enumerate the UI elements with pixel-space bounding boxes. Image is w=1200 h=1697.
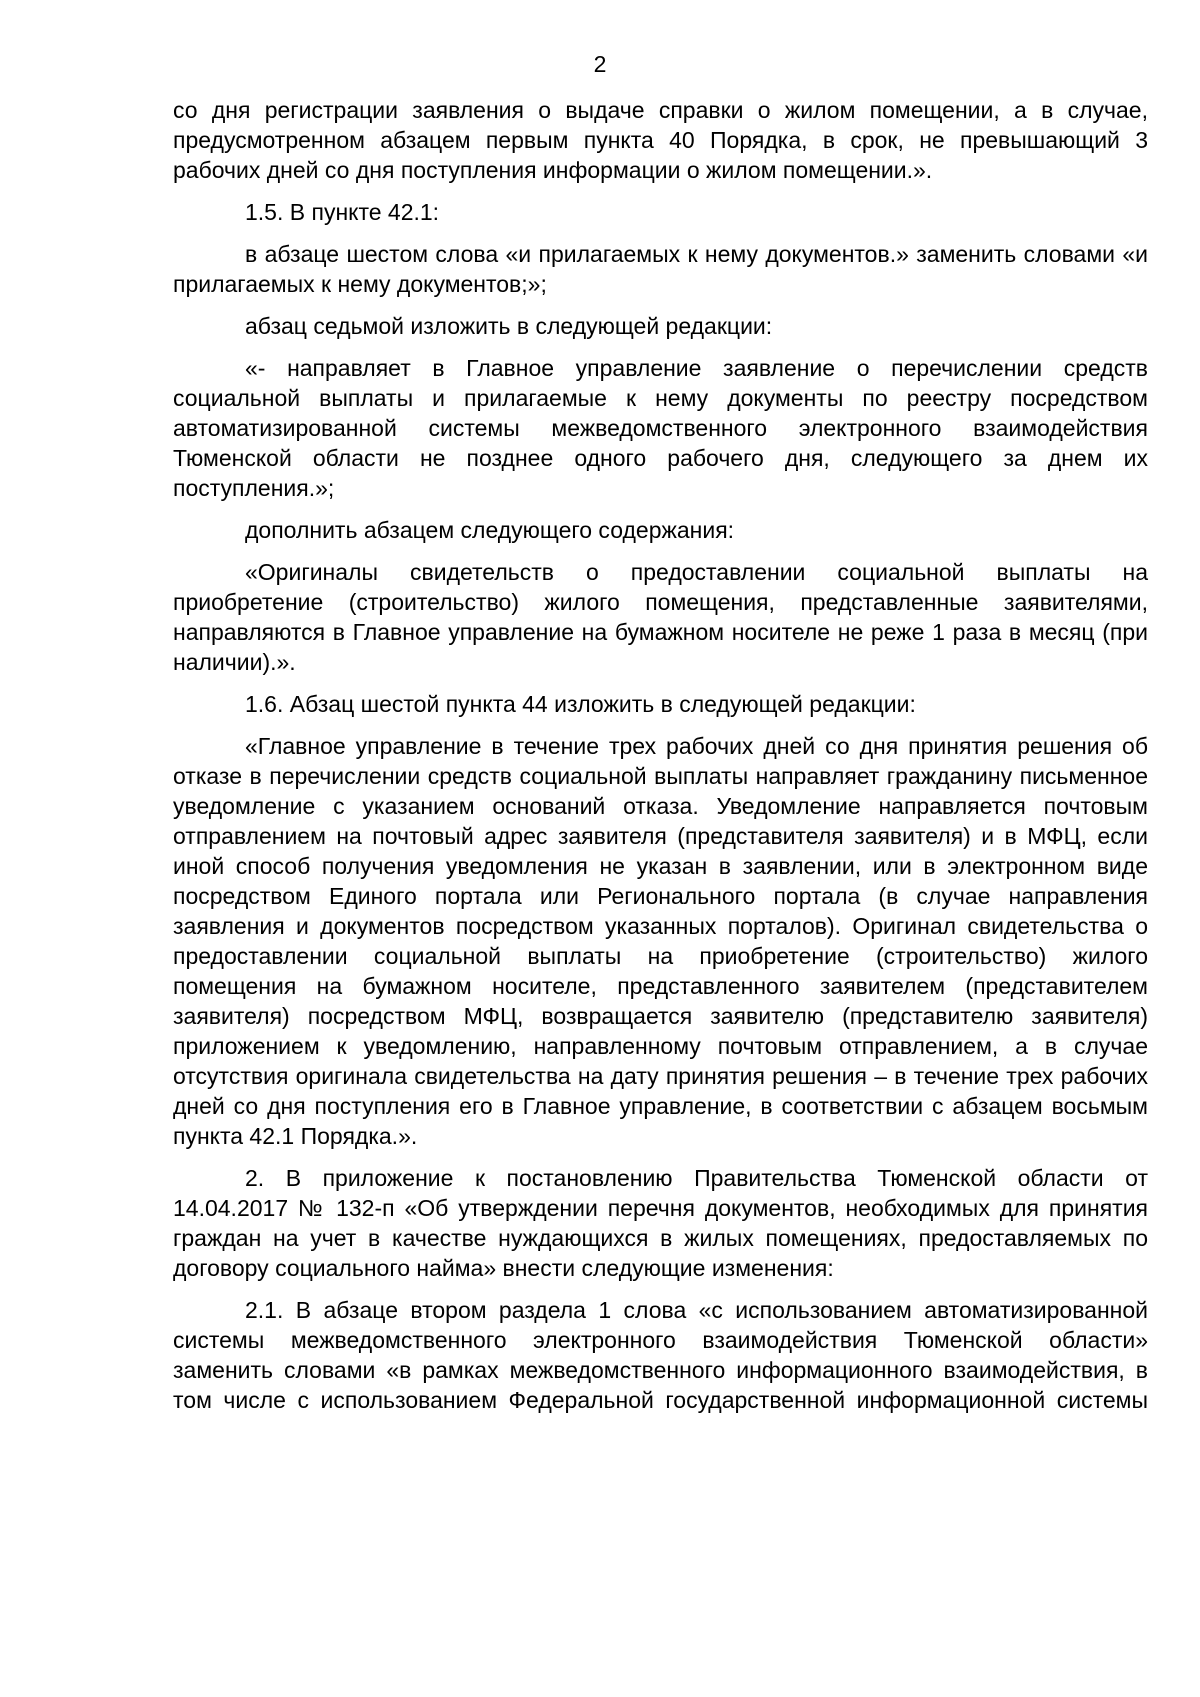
paragraph: 1.5. В пункте 42.1:: [245, 199, 440, 225]
paragraph: дополнить абзацем следующего содержания:: [245, 517, 735, 543]
paragraph: 2.1. В абзаце втором раздела 1 слова «с использованием автоматизированной системы межведомственного электронного взаимодействия Тюменской области» заменить словами «в рамках межведомственного информационного взаимодействия, в том числе с использованием Федеральной государственной информационной системы: [173, 1297, 1148, 1413]
paragraph: со дня регистрации заявления о выдаче справки о жилом помещении, а в случае, предусмотренном абзацем первым пункта 40 Порядка, в срок, не превышающий 3 рабочих дней со дня поступления информации о жилом помещении.».: [173, 97, 1148, 183]
paragraph: «- направляет в Главное управление заявление о перечислении средств социальной выплаты и прилагаемые к нему документы по реестру посредством автоматизированной системы межведомственного электронного взаимодействия Тюменской области не позднее одного рабочего дня, следующего за днем их поступления.»;: [173, 355, 1148, 501]
paragraph: «Главное управление в течение трех рабочих дней со дня принятия решения об отказе в перечислении средств социальной выплаты направляет гражданину письменное уведомление с указанием оснований отказа. Уведомление направляется почтовым отправлением на почтовый адрес заявителя (представителя заявителя) и в МФЦ, если иной способ получения уведомления не указан в заявлении, или в электронном виде посредством Единого портала или Регионального портала (в случае направления заявления и документов посредством указанных порталов). Оригинал свидетельства о предоставлении социальной выплаты на приобретение (строительство) жилого помещения на бумажном носителе, представленного заявителем (представителем заявителя) посредством МФЦ, возвращается заявителю (представителю заявителя) приложением к уведомлению, направленному почтовым отправлением, а в случае отсутствия оригинала свидетельства на дату принятия решения – в течение трех рабочих дней со дня поступления его в Главное управление, в соответствии с абзацем восьмым пункта 42.1 Порядка.».: [173, 733, 1148, 1149]
paragraph: «Оригиналы свидетельств о предоставлении социальной выплаты на приобретение (строительство) жилого помещения, представленные заявителями, направляются в Главное управление на бумажном носителе не реже 1 раза в месяц (при наличии).».: [173, 559, 1148, 675]
paragraph: в абзаце шестом слова «и прилагаемых к нему документов.» заменить словами «и прилагаемых к нему документов;»;: [173, 241, 1148, 297]
paragraph: 2. В приложение к постановлению Правительства Тюменской области от 14.04.2017 № 132-п «Об утверждении перечня документов, необходимых для принятия граждан на учет в качестве нуждающихся в жилых помещениях, предоставляемых по договору социального найма» внести следующие изменения:: [173, 1165, 1148, 1281]
document-body: [173, 95, 1148, 1415]
paragraph: 1.6. Абзац шестой пункта 44 изложить в следующей редакции:: [245, 691, 916, 717]
paragraph: абзац седьмой изложить в следующей редакции:: [245, 313, 773, 339]
page-number: 2: [593, 51, 607, 77]
